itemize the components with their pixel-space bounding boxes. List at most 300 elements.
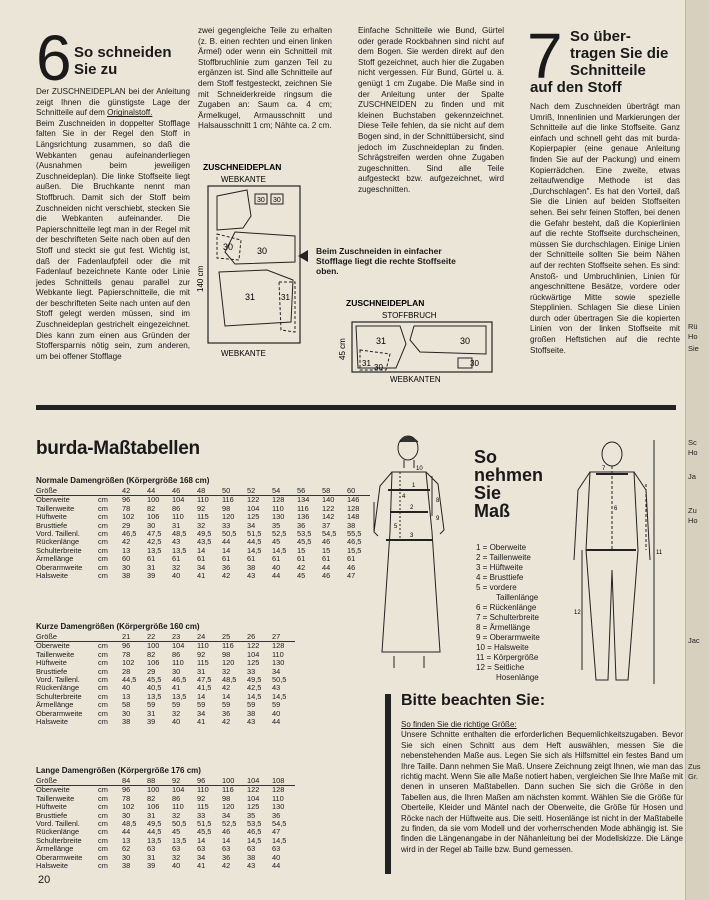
table-cell: 86 — [172, 503, 181, 513]
table-cell: 50,5 — [172, 819, 187, 829]
table-cell: 92 — [197, 649, 206, 659]
table-cell: 31 — [147, 708, 156, 718]
plan1-piece-c: 30 — [257, 246, 268, 256]
table-cell: 96 — [122, 495, 131, 505]
table-cell: 13 — [122, 691, 131, 701]
table-header-cell: 104 — [245, 777, 270, 786]
edge-text: Gr. — [688, 772, 699, 781]
table-cell: 59 — [172, 700, 181, 710]
table-cell: cm — [98, 793, 108, 803]
table-cell: Schulterbreite — [36, 691, 82, 701]
table-cell: 32 — [197, 520, 206, 530]
table-cell: Ärmellänge — [36, 700, 74, 710]
legend-item: 2 = Taillenweite — [476, 553, 531, 562]
table-cell: 78 — [122, 649, 131, 659]
table-cell: 110 — [272, 793, 284, 803]
table-cell: 48,5 — [122, 819, 137, 829]
legend-item: 8 = Ärmellänge — [476, 623, 531, 632]
table-cell: 44 — [272, 717, 281, 727]
legend-item: 4 = Brusttiefe — [476, 573, 524, 582]
table-cell: 122 — [247, 785, 260, 795]
plan2-bottom-label: WEBKANTEN — [390, 375, 441, 384]
table-cell: 43 — [247, 571, 256, 581]
table-cell: 110 — [197, 495, 209, 505]
table-cell: 34 — [197, 708, 206, 718]
table-cell: 38 — [247, 562, 256, 572]
table-cell: Oberarmweite — [36, 562, 83, 572]
table-cell: 40 — [272, 562, 281, 572]
table-cell: Taillenweite — [36, 503, 75, 513]
table-cell: 51,5 — [197, 819, 212, 829]
table-cell: 122 — [322, 503, 335, 513]
table-header-cell: 58 — [320, 487, 345, 496]
fig-num-9: 9 — [436, 516, 440, 522]
tables-title: burda-Maßtabellen — [36, 438, 200, 459]
table-cell: 136 — [297, 512, 310, 522]
table-cell: 115 — [197, 802, 209, 812]
table-cell: 14,5 — [247, 545, 262, 555]
table-header-cell: 56 — [295, 487, 320, 496]
plan1-piece-d: 30 — [223, 242, 234, 252]
edge-text: Ja — [688, 472, 696, 481]
table-cell: Rückenlänge — [36, 537, 80, 547]
table-cell: 98 — [222, 793, 231, 803]
table-cell: 29 — [147, 666, 156, 676]
table-cell: 96 — [122, 641, 131, 651]
fig-num-10: 10 — [416, 466, 423, 472]
table-cell: 98 — [222, 649, 231, 659]
table-cell: 115 — [197, 512, 209, 522]
table-header-cell: 24 — [195, 633, 220, 642]
table-cell: 44,5 — [147, 827, 162, 837]
table-cell: 35 — [272, 520, 281, 530]
plan2-piece-b: 30 — [460, 336, 471, 346]
table-cell: Brusttiefe — [36, 666, 68, 676]
table-cell: 46 — [322, 571, 331, 581]
table-cell: 43 — [272, 683, 281, 693]
table-cell: 59 — [197, 700, 206, 710]
table-cell: 36 — [222, 562, 231, 572]
table-cell: 30 — [122, 562, 131, 572]
table-cell: 120 — [222, 802, 235, 812]
table-header-cell: 52 — [245, 487, 270, 496]
table-long — [34, 777, 295, 870]
table-cell: 42 — [122, 537, 131, 547]
table-cell: 44,5 — [122, 675, 137, 685]
table-cell: 15,5 — [347, 545, 362, 555]
table-cell: 40 — [272, 708, 281, 718]
table-row — [34, 693, 295, 701]
table-cell: 14,5 — [247, 691, 262, 701]
table-cell: 15 — [297, 545, 306, 555]
table-cell: 130 — [272, 658, 285, 668]
table-cell: 60 — [122, 554, 131, 564]
table-cell: 110 — [197, 641, 209, 651]
table-cell: 32 — [172, 708, 181, 718]
table-cell: 96 — [122, 785, 131, 795]
table-cell: 116 — [222, 785, 234, 795]
plan1-top-label: WEBKANTE — [221, 175, 266, 184]
table-cell: 38 — [247, 708, 256, 718]
table-cell: 128 — [272, 641, 285, 651]
table-cell: 42,5 — [147, 537, 162, 547]
table-cell: 63 — [222, 844, 231, 854]
table-cell: 110 — [172, 802, 184, 812]
table-cell: cm — [98, 666, 108, 676]
table-cell: 33 — [197, 810, 206, 820]
table-cell: 42 — [222, 717, 231, 727]
table-header-cell: 46 — [170, 487, 195, 496]
table-cell: 39 — [147, 861, 156, 871]
table-cell: Oberarmweite — [36, 852, 83, 862]
table-cell: Oberweite — [36, 495, 70, 505]
table-cell: Ärmellänge — [36, 554, 74, 564]
table-cell: 45 — [297, 571, 306, 581]
fig-num-2: 2 — [410, 505, 414, 511]
table-cell: 34 — [197, 852, 206, 862]
table-cell: 59 — [222, 700, 231, 710]
table-cell: 61 — [297, 554, 306, 564]
table-cell: 39 — [147, 717, 156, 727]
table-cell: 41,5 — [197, 683, 212, 693]
table-cell: cm — [98, 649, 108, 659]
table-cell: 110 — [172, 658, 184, 668]
table-cell: 104 — [172, 785, 185, 795]
table-cell: 13 — [122, 835, 131, 845]
table-cell: Schulterbreite — [36, 835, 82, 845]
section-6-text-col1 — [36, 87, 190, 362]
table-header-cell: 42 — [120, 487, 145, 496]
table-cell: 125 — [247, 658, 260, 668]
table-cell: 46 — [347, 562, 356, 572]
table-cell: 43 — [247, 861, 256, 871]
plan2-height-label: 45 cm — [338, 338, 347, 360]
table-row — [34, 710, 295, 718]
table-cell: 100 — [147, 495, 160, 505]
table-cell: 122 — [247, 495, 260, 505]
table-cell: 44 — [122, 827, 131, 837]
table-cell: 59 — [247, 700, 256, 710]
edge-text: Sc — [688, 438, 697, 447]
table-cell: 41 — [197, 571, 206, 581]
table-cell: 39 — [147, 571, 156, 581]
table-cell: 122 — [247, 641, 260, 651]
section-7-title-line3: Schnitteile — [570, 62, 646, 79]
table-cell: 110 — [197, 785, 209, 795]
table-cell: Vord. Taillenl. — [36, 819, 80, 829]
table-cell: 140 — [322, 495, 335, 505]
table-header-cell: 26 — [245, 633, 270, 642]
table-cell: 46,5 — [247, 827, 262, 837]
table-header-cell: 21 — [120, 633, 145, 642]
table-cell: cm — [98, 691, 108, 701]
table-cell: 100 — [147, 641, 160, 651]
table-cell: 37 — [322, 520, 331, 530]
plan1-title: ZUSCHNEIDEPLAN — [203, 162, 282, 172]
table-cell: cm — [98, 717, 108, 727]
legend-item: 9 = Oberarmweite — [476, 633, 540, 642]
table-header-cell: 50 — [220, 487, 245, 496]
table-cell: 13 — [122, 545, 131, 555]
table-cell: 102 — [122, 802, 135, 812]
table-cell: 51,5 — [247, 529, 262, 539]
table-cell: 92 — [197, 503, 206, 513]
edge-text: Ho — [688, 516, 698, 525]
table-header-cell: 84 — [120, 777, 145, 786]
table-cell: 104 — [247, 649, 260, 659]
section-6-text-col2: zwei gegengleiche Teile zu erhalten (z. B. einen rechten und einen linken Ärmel) oder wenn ein Schnitteil mit Stoffbruchlinie zum ganzen Teil zu ergänzen ist. Sind alle Schnitteile auf dem Stoff festgesteckt, zeichnen Sie mit Schneiderkreide ringsum die Zugaben an: Saum ca. 4 cm; Ärmelkugel, Armausschnitt und Halsausschnitt 1 cm; Nähte ca. 2 cm. — [198, 26, 332, 131]
table-cell: 61 — [197, 554, 206, 564]
table-cell: 35 — [247, 810, 256, 820]
table-cell: 36 — [272, 810, 281, 820]
table-cell: 86 — [172, 649, 181, 659]
table-row — [34, 718, 295, 726]
table-cell: 82 — [147, 793, 156, 803]
table-cell: 61 — [322, 554, 331, 564]
edge-text: Sie — [688, 344, 699, 353]
table-cell: 45,5 — [147, 675, 162, 685]
table-cell: 128 — [272, 495, 285, 505]
legend-item: 3 = Hüftweite — [476, 563, 523, 572]
table-cell: 50,5 — [222, 529, 237, 539]
table-cell: 125 — [247, 802, 260, 812]
table-row — [34, 854, 295, 862]
table-cell: 61 — [222, 554, 231, 564]
table-cell: 104 — [247, 503, 260, 513]
table-cell: 31 — [147, 810, 156, 820]
table-cell: cm — [98, 520, 108, 530]
table-cell: Oberweite — [36, 641, 70, 651]
section-6-text-col3: Einfache Schnitteile wie Bund, Gürtel oder gerade Rockbahnen sind nicht auf dem Bogen. Sie werden direkt auf den Stoff gezeichnet, auch hier die Zugaben nicht vergessen. Für Bund, Gürtel u. ä. genügt 1 cm Zugabe. Die Maße sind in der Anleitung unter der Spalte ZUSCHNEIDEN zu finden und mit kleinen Buchstaben gekennzeichnet. Diese Teile fehlen, da sie nicht auf dem Bogen sind, in der Schnittübersicht, sind jedoch im Zuschneideplan zu finden. Schrägstreifen werden ohne Zugaben zugeschnitten. Sind alle Teile aufgesteckt bzw. aufgezeichnet, wird zugeschnitten. — [358, 26, 504, 194]
table-cell: 148 — [347, 512, 360, 522]
table-normal-caption: Normale Damengrößen (Körpergröße 168 cm) — [36, 476, 210, 485]
table-header-cell: 88 — [145, 777, 170, 786]
table-cell: 32 — [172, 810, 181, 820]
table-cell: 100 — [147, 785, 160, 795]
table-cell: 142 — [322, 512, 335, 522]
table-cell: 61 — [272, 554, 281, 564]
table-cell: 43 — [247, 717, 256, 727]
section-7-title-line4: auf den Stoff — [530, 79, 622, 96]
table-cell: 44 — [222, 537, 231, 547]
table-cell: 34 — [247, 520, 256, 530]
table-cell: Taillenweite — [36, 793, 75, 803]
table-cell: 63 — [147, 844, 156, 854]
table-cell: Vord. Taillenl. — [36, 529, 80, 539]
table-cell: cm — [98, 683, 108, 693]
plan1-bottom-label: WEBKANTE — [221, 349, 266, 358]
table-cell: 46 — [322, 537, 331, 547]
table-cell: 14,5 — [272, 835, 287, 845]
how-to-line1: So — [474, 447, 498, 467]
table-cell: 46,5 — [172, 675, 187, 685]
table-cell: 15 — [322, 545, 331, 555]
table-cell: 32 — [172, 562, 181, 572]
table-header-cell: Größe — [34, 487, 96, 496]
table-cell: 36 — [297, 520, 306, 530]
table-cell: 55,5 — [347, 529, 362, 539]
table-cell: cm — [98, 512, 108, 522]
table-cell: 134 — [297, 495, 310, 505]
table-row — [34, 659, 295, 667]
table-cell: 47 — [347, 571, 356, 581]
table-cell: 61 — [147, 554, 156, 564]
table-cell: Rückenlänge — [36, 683, 80, 693]
table-header-cell: 27 — [270, 633, 295, 642]
table-cell: 14,5 — [272, 545, 287, 555]
table-cell: 42 — [222, 861, 231, 871]
table-cell: 102 — [122, 512, 135, 522]
table-cell: 98 — [222, 503, 231, 513]
table-cell: 92 — [197, 793, 206, 803]
table-header-cell: 54 — [270, 487, 295, 496]
table-cell: 30 — [122, 810, 131, 820]
table-cell: 41 — [197, 717, 206, 727]
section-7-title-line2: tragen Sie die — [570, 45, 669, 62]
table-cell: 38 — [347, 520, 356, 530]
table-header-cell: Größe — [34, 777, 96, 786]
table-header-cell: 23 — [170, 633, 195, 642]
table-cell: 116 — [222, 495, 234, 505]
table-cell: Hüftweite — [36, 658, 67, 668]
how-to-line2: nehmen — [474, 465, 544, 485]
table-cell: 43,5 — [197, 537, 212, 547]
legend-item: 6 = Rückenlänge — [476, 603, 537, 612]
table-header-cell: 100 — [220, 777, 245, 786]
table-cell: 38 — [122, 861, 131, 871]
table-header-cell: 108 — [270, 777, 295, 786]
table-row — [34, 862, 295, 870]
plan1-caption: Beim Zuschneiden in einfacher Stofflage liegt die rechte Stoffseite oben. — [316, 246, 456, 276]
legend-item: 10 = Halsweite — [476, 643, 529, 652]
section-6-title-line1: So schneiden — [74, 44, 172, 61]
table-cell: 33 — [222, 520, 231, 530]
table-cell: 130 — [272, 512, 285, 522]
cutting-plan-2 — [330, 296, 500, 386]
edge-text: Rü — [688, 322, 698, 331]
legend-item: 12 = Seitliche — [476, 663, 525, 672]
table-cell: 86 — [172, 793, 181, 803]
table-cell: cm — [98, 852, 108, 862]
table-cell: 30 — [172, 666, 181, 676]
fig-num-11: 11 — [656, 550, 662, 556]
table-cell: 63 — [272, 844, 281, 854]
table-cell: 34 — [222, 810, 231, 820]
table-cell: 40,5 — [147, 683, 162, 693]
table-cell: cm — [98, 537, 108, 547]
section-6-number: 6 — [36, 22, 72, 94]
note-subtitle: So finden Sie die richtige Größe: — [401, 720, 517, 729]
table-cell: 78 — [122, 503, 131, 513]
table-cell: 44 — [322, 562, 331, 572]
fig-num-1: 1 — [412, 483, 416, 489]
how-to-line4: Maß — [474, 501, 510, 521]
table-cell: cm — [98, 571, 108, 581]
table-cell: 59 — [272, 700, 281, 710]
table-cell: 42,5 — [247, 683, 262, 693]
table-cell: 14 — [222, 835, 231, 845]
table-cell: 43 — [172, 537, 181, 547]
table-header-cell: 92 — [170, 777, 195, 786]
table-cell: Halsweite — [36, 861, 69, 871]
plan2-piece-d: 30 — [374, 363, 383, 372]
table-cell: 44,5 — [247, 537, 262, 547]
table-header-cell: Größe — [34, 633, 96, 642]
table-cell: cm — [98, 802, 108, 812]
table-header-cell: 22 — [145, 633, 170, 642]
table-cell: 48,5 — [222, 675, 237, 685]
fig-num-5: 5 — [394, 524, 398, 530]
table-cell: 63 — [172, 844, 181, 854]
legend-item: Taillenlänge — [496, 593, 539, 602]
table-long-caption: Lange Damengrößen (Körpergröße 176 cm) — [36, 766, 201, 775]
table-cell: 30 — [147, 520, 156, 530]
table-cell: 54,5 — [322, 529, 337, 539]
table-cell: 146 — [347, 495, 360, 505]
note-body: Unsere Schnitte enthalten die erforderlichen Bequemlichkeitszugaben. Bevor Sie sich einen Schnitt aus dem Heft auswählen, messen Sie die nebenstehenden Maße aus. Legen Sie sich als Hilfsmittel ein festes Band um Ihre Taille. Dann nehmen Sie Maß. Unsere Zeichnung zeigt Ihnen, wie man das richtig macht. Wenn Sie alle Maße notiert haben, vergleichen Sie Ihre Maße mit denen in unseren Maßtabellen. Dann suchen Sie sich die Größe in den Tabellen aus, die Ihren Maßen am nächsten kommt. Wählen Sie die Größe für Oberteile, Kleider und Mäntel nach der Oberweite, die Größe für Hosen und Röcke nach der Hüftweite aus. Die seitl. Hosenlänge ist nicht in der Maßtabelle zu finden, da sie vom Modell und der vorherrschenden Mode abhängig ist. Sie finden die Längenangabe in der Nähanleitung bei der Modellskizze. Die Länge wird in der Regel ab Taille bzw. Bund gemessen. — [401, 730, 683, 854]
plan1-piece-f: 31 — [281, 293, 290, 302]
table-cell: 29 — [122, 520, 131, 530]
table-cell: 40 — [122, 683, 131, 693]
table-cell: 34 — [197, 562, 206, 572]
table-cell: 120 — [222, 512, 235, 522]
table-cell: 63 — [197, 844, 206, 854]
table-cell: 38 — [122, 571, 131, 581]
table-cell: 38 — [247, 852, 256, 862]
cutting-plan-1 — [195, 160, 305, 360]
section-7-number: 7 — [527, 20, 563, 92]
table-cell: cm — [98, 545, 108, 555]
fig-num-6: 6 — [614, 506, 618, 512]
legend-item: 11 = Körpergröße — [476, 653, 539, 662]
table-cell: 45,5 — [197, 827, 212, 837]
note-text — [401, 720, 683, 855]
table-row — [34, 572, 370, 580]
table-cell: cm — [98, 495, 108, 505]
table-cell: 40 — [272, 852, 281, 862]
table-cell: 31 — [147, 562, 156, 572]
plan1-piece-e: 31 — [245, 292, 256, 302]
table-cell: Taillenweite — [36, 649, 75, 659]
table-cell: 33 — [247, 666, 256, 676]
legend-item: 7 = Schulterbreite — [476, 613, 539, 622]
table-cell: 42 — [222, 683, 231, 693]
table-cell: 14 — [197, 691, 206, 701]
table-cell: 38 — [122, 717, 131, 727]
table-cell: 13,5 — [172, 545, 187, 555]
plan2-top-label: STOFFBRUCH — [382, 311, 437, 320]
table-cell: 13,5 — [147, 835, 162, 845]
plan2-piece-e: 30 — [470, 359, 479, 368]
table-cell: 32 — [172, 852, 181, 862]
table-cell: 46 — [222, 827, 231, 837]
table-cell: 28 — [122, 666, 131, 676]
table-header-cell: 44 — [145, 487, 170, 496]
section-7-text: Nach dem Zuschneiden überträgt man Umriß, Innenlinien und Markierungen der Schnitteile auf die linke Stoffseite. Ganz einfach und schnell geht das mit burda-Kopierpapier (eine genaue Anleitung finden Sie auf der Packung) und einem Kopierrädchen. Eine zweite, etwas zeitaufwendige Methode ist das „Durchschlagen". Es hat den Vorteil, daß Sie die Linien auf beiden Stoffseiten sehen. Bei sehr feinen Stoffen, bei denen die Gefahr besteht, daß die Kopierlinien auf die rechte Stoffseite durchscheinen, müssen Sie durchschlagen. Einige Linien der Schnitteile sollten Sie beim Nähen auf der rechten Stoffseite sehen. Es sind: Anstoß- und Umbruchlinien, Linien für angeschnittene Besätze, vordere oder rückwärtige Mitte sowie spezielle Stepplinien. Schlagen Sie diese Linien durch oder übertragen Sie die kopierten Linien von der linken Stoffseite mit großen Heftstichen auf die rechte Stoffseite. — [530, 102, 680, 355]
table-cell: 50,5 — [272, 675, 287, 685]
section-6-intro: Der ZUSCHNEIDEPLAN bei der Anleitung zeigt Ihnen die günstigste Lage der Schnitteile auf dem — [36, 87, 190, 118]
fig-num-8: 8 — [436, 498, 440, 504]
table-cell: 32 — [222, 666, 231, 676]
table-cell: 59 — [147, 700, 156, 710]
table-cell: cm — [98, 861, 108, 871]
table-cell: Rückenlänge — [36, 827, 80, 837]
table-cell: 61 — [172, 554, 181, 564]
edge-text: Zu — [688, 506, 697, 515]
plan2-piece-c: 31 — [362, 359, 371, 368]
table-normal — [34, 487, 370, 580]
table-cell: 82 — [147, 503, 156, 513]
